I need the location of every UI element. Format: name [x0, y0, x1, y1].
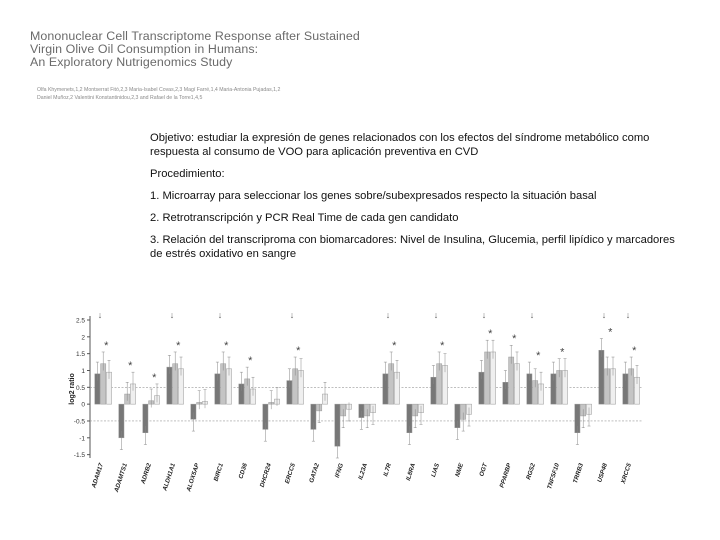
category-label: OGT [478, 462, 490, 478]
category-label: TNFSF10 [546, 462, 562, 491]
significance-star: * [152, 371, 157, 384]
category-label: IL7R [382, 462, 394, 478]
bar-series-2 [509, 357, 514, 404]
category-label: RGS2 [525, 462, 538, 481]
bar-series-1 [599, 350, 604, 404]
expression-chart [62, 300, 652, 527]
significance-star: * [536, 350, 541, 363]
significance-star: * [248, 355, 253, 368]
y-tick-label: 0 [81, 401, 85, 409]
category-label: USP48 [596, 462, 610, 484]
y-tick-label: 1 [81, 367, 85, 375]
y-axis-label: log2 ratio [69, 373, 76, 405]
category-label: ADRB2 [139, 462, 154, 485]
marker-arrow: ↓ [625, 310, 631, 320]
procedure-step: 3. Relación del transcriproma con biomarcadores: Nivel de Insulina, Glucemia, perfil lipídico y marcadores de estrés oxidativo en sangre [150, 234, 675, 260]
category-label: XRCC5 [619, 462, 634, 485]
category-label: BIRC1 [212, 462, 226, 483]
significance-star: * [224, 339, 229, 352]
y-tick-label: -1.5 [73, 452, 85, 460]
category-label: IL8RA [404, 462, 418, 482]
marker-arrow: ↓ [433, 310, 439, 320]
paper-title-line: Mononuclear Cell Transcriptome Response after Sustained [30, 29, 360, 43]
marker-arrow: ↓ [601, 310, 607, 320]
category-label: ADAMTS1 [113, 462, 130, 494]
y-tick-label: 2.5 [75, 317, 85, 325]
significance-star: * [128, 360, 133, 373]
paper-title [30, 30, 360, 69]
paper-authors [37, 86, 337, 102]
y-tick-label: 1.5 [75, 351, 85, 359]
marker-arrow: ↓ [289, 310, 295, 320]
paper-title-line: An Exploratory Nutrigenomics Study [30, 55, 233, 69]
significance-star: * [488, 328, 493, 341]
bar-series-2 [485, 352, 490, 404]
category-label: LIAS [430, 462, 442, 479]
objective-text: Objetivo: estudiar la expresión de genes relacionados con los efectos del síndrome metabólico como respuesta al consumo de VOO para aplicación preventiva en CVD [150, 132, 650, 158]
paper-title-line: Virgin Olive Oil Consumption in Humans: [30, 42, 259, 56]
significance-star: * [176, 339, 181, 352]
category-label: PPARBP [498, 462, 514, 489]
expression-chart-svg [62, 300, 652, 522]
significance-star: * [560, 346, 565, 359]
significance-star: * [632, 345, 637, 358]
category-label: DHCR24 [258, 462, 274, 489]
paper-authors-line: Daniel Muñoz,2 Valentini Konstantinidou,2,3 and Rafael de la Torre1,4,5 [37, 95, 203, 101]
marker-arrow: ↓ [97, 310, 103, 320]
marker-arrow: ↓ [217, 310, 223, 320]
y-tick-label: 2 [81, 334, 85, 342]
category-label: IL23A [357, 462, 370, 481]
category-label: CD36 [237, 462, 250, 480]
study-notes [150, 131, 690, 261]
category-label: ERCC5 [283, 462, 298, 485]
marker-arrow: ↓ [529, 310, 535, 320]
significance-star: * [392, 339, 397, 352]
category-label: ALOX5AP [185, 462, 202, 493]
marker-arrow: ↓ [385, 310, 391, 320]
significance-star: * [608, 326, 613, 339]
y-tick-label: -0.5 [73, 418, 85, 426]
category-label: NME [454, 462, 466, 478]
category-label: ADAM17 [90, 462, 106, 489]
procedure-heading: Procedimiento: [150, 168, 225, 180]
marker-arrow: ↓ [481, 310, 487, 320]
procedure-step: 2. Retrotranscripción y PCR Real Time de cada gen candidato [150, 212, 459, 224]
category-label: GATA2 [308, 462, 322, 484]
procedure-step: 1. Microarray para seleccionar los genes sobre/subexpresados respecto la situación basal [150, 190, 597, 202]
category-label: ALDH1A1 [161, 462, 178, 492]
paper-authors-line: Olfa Khymenets,1,2 Montserrat Fitó,2,3 Maria-Isabel Covas,2,3 Magí Farré,1,4 Maria-Antonia Pujadas,1,2 [37, 87, 281, 93]
bar-series-3 [490, 352, 495, 404]
category-label: IFNG [333, 462, 346, 479]
category-label: TRRB3 [571, 462, 586, 485]
y-tick-label: 0.5 [75, 384, 85, 392]
significance-star: * [296, 345, 301, 358]
significance-star: * [104, 339, 109, 352]
significance-star: * [512, 333, 517, 346]
y-tick-label: -1 [79, 435, 85, 443]
marker-arrow: ↓ [169, 310, 175, 320]
significance-star: * [440, 339, 445, 352]
